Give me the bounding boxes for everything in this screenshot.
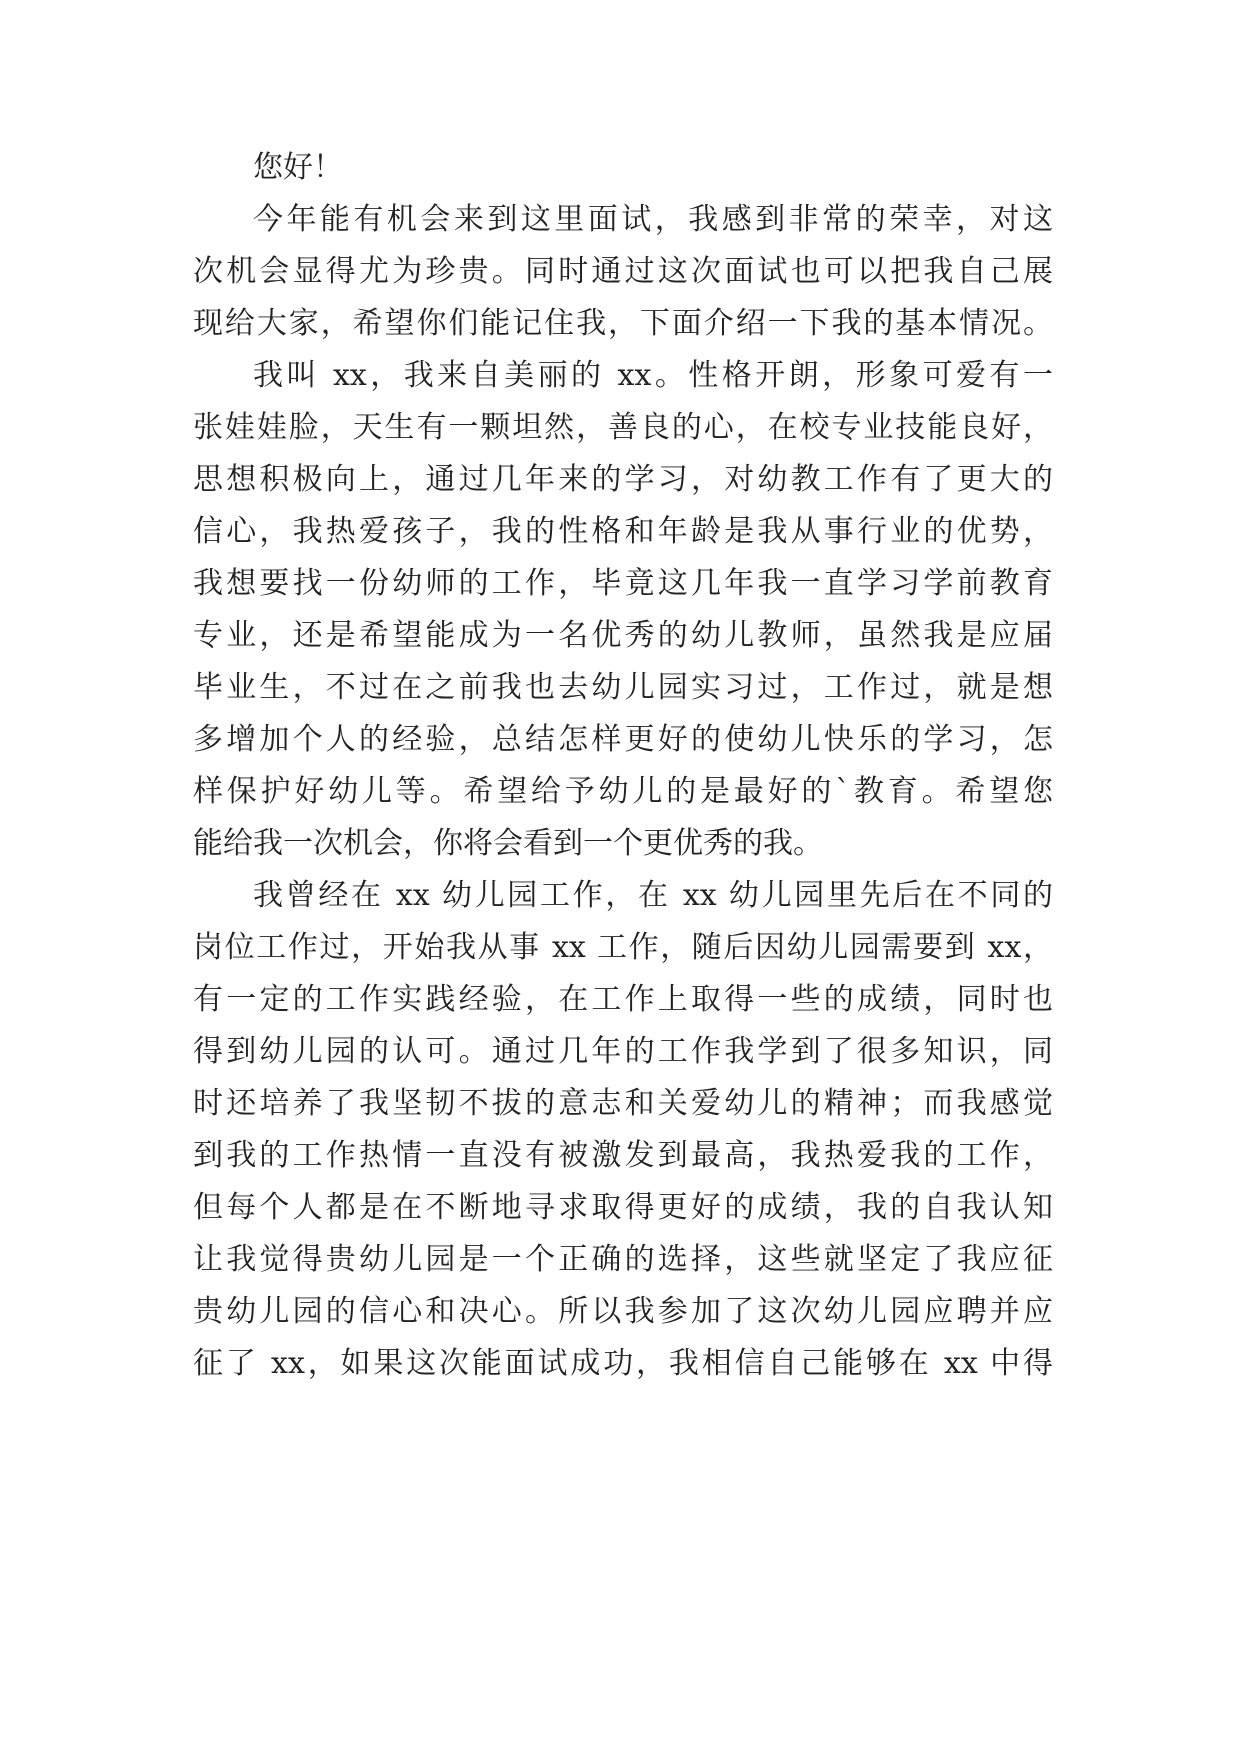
paragraph-1-line-2: 次机会显得尤为珍贵。同时通过这次面试也可以把我自己展 — [193, 254, 1053, 289]
paragraph-2-line-3: 思想积极向上，通过几年来的学习，对幼教工作有了更大的 — [193, 462, 1053, 497]
paragraph-2-line-10: 能给我一次机会，你将会看到一个更优秀的我。 — [193, 826, 823, 861]
paragraph-1-line-1: 今年能有机会来到这里面试，我感到非常的荣幸，对这 — [253, 202, 1053, 237]
paragraph-3-line-6: 到我的工作热情一直没有被激发到最高，我热爱我的工作， — [193, 1138, 1053, 1173]
paragraph-3-line-3: 有一定的工作实践经验，在工作上取得一些的成绩，同时也 — [193, 982, 1053, 1017]
paragraph-2-line-4: 信心，我热爱孩子，我的性格和年龄是我从事行业的优势， — [193, 514, 1053, 549]
paragraph-3-line-5: 时还培养了我坚韧不拔的意志和关爱幼儿的精神；而我感觉 — [193, 1086, 1053, 1121]
paragraph-2-line-2: 张娃娃脸，天生有一颗坦然，善良的心，在校专业技能良好， — [193, 410, 1053, 445]
paragraph-3-line-4: 得到幼儿园的认可。通过几年的工作我学到了很多知识，同 — [193, 1034, 1053, 1069]
paragraph-1-line-3: 现给大家，希望你们能记住我，下面介绍一下我的基本情况。 — [193, 306, 1053, 341]
paragraph-2-line-5: 我想要找一份幼师的工作，毕竟这几年我一直学习学前教育 — [193, 566, 1053, 601]
paragraph-3-line-7: 但每个人都是在不断地寻求取得更好的成绩，我的自我认知 — [193, 1190, 1053, 1225]
paragraph-2-line-9: 样保护好幼儿等。希望给予幼儿的是最好的`教育。希望您 — [193, 774, 1053, 809]
paragraph-3-line-10: 征了 xx，如果这次能面试成功，我相信自己能够在 xx 中得 — [193, 1346, 1053, 1381]
paragraph-3-line-1: 我曾经在 xx 幼儿园工作，在 xx 幼儿园里先后在不同的 — [253, 878, 1053, 913]
paragraph-2-line-6: 专业，还是希望能成为一名优秀的幼儿教师，虽然我是应届 — [193, 618, 1053, 653]
paragraph-2-line-7: 毕业生，不过在之前我也去幼儿园实习过，工作过，就是想 — [193, 670, 1053, 705]
paragraph-3-line-9: 贵幼儿园的信心和决心。所以我参加了这次幼儿园应聘并应 — [193, 1294, 1053, 1329]
paragraph-3-line-8: 让我觉得贵幼儿园是一个正确的选择，这些就坚定了我应征 — [193, 1242, 1053, 1277]
paragraph-3-line-2: 岗位工作过，开始我从事 xx 工作，随后因幼儿园需要到 xx， — [193, 930, 1053, 965]
paragraph-2-line-8: 多增加个人的经验，总结怎样更好的使幼儿快乐的学习，怎 — [193, 722, 1053, 757]
greeting-line: 您好！ — [253, 150, 343, 185]
paragraph-2-line-1: 我叫 xx，我来自美丽的 xx。性格开朗，形象可爱有一 — [253, 358, 1053, 393]
